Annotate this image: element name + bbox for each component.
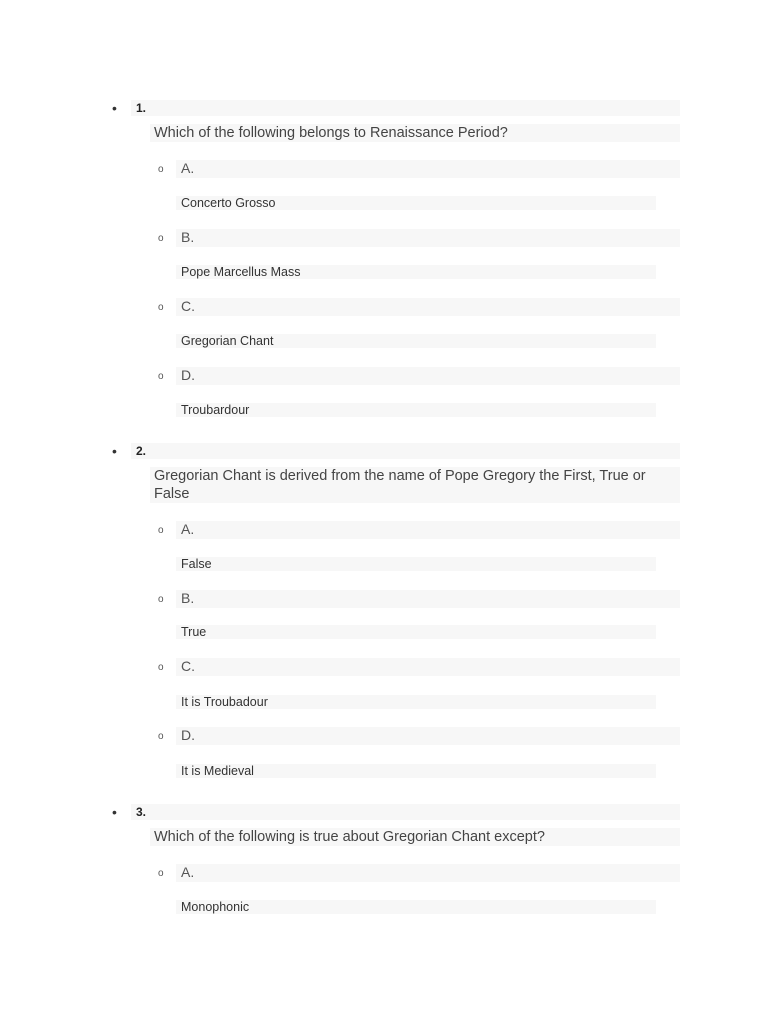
question-bullet: • bbox=[112, 804, 117, 820]
option-letter: C. bbox=[181, 298, 195, 314]
option-bullet: o bbox=[158, 731, 164, 742]
question-bullet: • bbox=[112, 443, 117, 459]
option-text-row[interactable] bbox=[176, 403, 656, 417]
option-letter: A. bbox=[181, 160, 195, 176]
option-letter: D. bbox=[181, 727, 195, 743]
question-number-row bbox=[131, 804, 680, 820]
question-number-row bbox=[131, 100, 680, 116]
question-number: 2. bbox=[136, 444, 147, 458]
option-text: Concerto Grosso bbox=[181, 196, 276, 210]
option-text-row[interactable] bbox=[176, 900, 656, 914]
option-letter-row[interactable] bbox=[176, 864, 680, 882]
option-text: False bbox=[181, 557, 212, 571]
option-letter-row[interactable] bbox=[176, 229, 680, 247]
option-text: Troubardour bbox=[181, 403, 250, 417]
option-letter: B. bbox=[181, 229, 195, 245]
question-number: 3. bbox=[136, 805, 147, 819]
option-letter-row[interactable] bbox=[176, 298, 680, 316]
option-bullet: o bbox=[158, 525, 164, 536]
option-letter-row[interactable] bbox=[176, 727, 680, 745]
option-bullet: o bbox=[158, 233, 164, 244]
option-text-row[interactable] bbox=[176, 196, 656, 210]
option-letter: A. bbox=[181, 864, 195, 880]
option-letter: B. bbox=[181, 590, 195, 606]
option-bullet: o bbox=[158, 302, 164, 313]
option-text: Monophonic bbox=[181, 900, 250, 914]
option-bullet: o bbox=[158, 371, 164, 382]
option-text-row[interactable] bbox=[176, 557, 656, 571]
option-text-row[interactable] bbox=[176, 695, 656, 709]
option-letter: D. bbox=[181, 367, 195, 383]
question-number-row bbox=[131, 443, 680, 459]
option-text: Pope Marcellus Mass bbox=[181, 265, 301, 279]
option-bullet: o bbox=[158, 662, 164, 673]
question-text: Gregorian Chant is derived from the name of Pope Gregory the First, True or False bbox=[150, 467, 680, 503]
question-text: Which of the following is true about Gregorian Chant except? bbox=[150, 828, 680, 846]
option-letter: A. bbox=[181, 521, 195, 537]
option-letter-row[interactable] bbox=[176, 367, 680, 385]
option-letter-row[interactable] bbox=[176, 590, 680, 608]
option-text: It is Troubadour bbox=[181, 695, 268, 709]
option-text-row[interactable] bbox=[176, 334, 656, 348]
option-text-row[interactable] bbox=[176, 265, 656, 279]
option-bullet: o bbox=[158, 868, 164, 879]
option-bullet: o bbox=[158, 594, 164, 605]
option-text: It is Medieval bbox=[181, 764, 254, 778]
option-letter: C. bbox=[181, 658, 195, 674]
option-text-row[interactable] bbox=[176, 764, 656, 778]
option-letter-row[interactable] bbox=[176, 658, 680, 676]
option-letter-row[interactable] bbox=[176, 521, 680, 539]
option-text: Gregorian Chant bbox=[181, 334, 274, 348]
option-bullet: o bbox=[158, 164, 164, 175]
option-letter-row[interactable] bbox=[176, 160, 680, 178]
question-number: 1. bbox=[136, 101, 147, 115]
question-text: Which of the following belongs to Renaissance Period? bbox=[150, 124, 680, 142]
question-bullet: • bbox=[112, 100, 117, 116]
option-text: True bbox=[181, 625, 207, 639]
option-text-row[interactable] bbox=[176, 625, 656, 639]
